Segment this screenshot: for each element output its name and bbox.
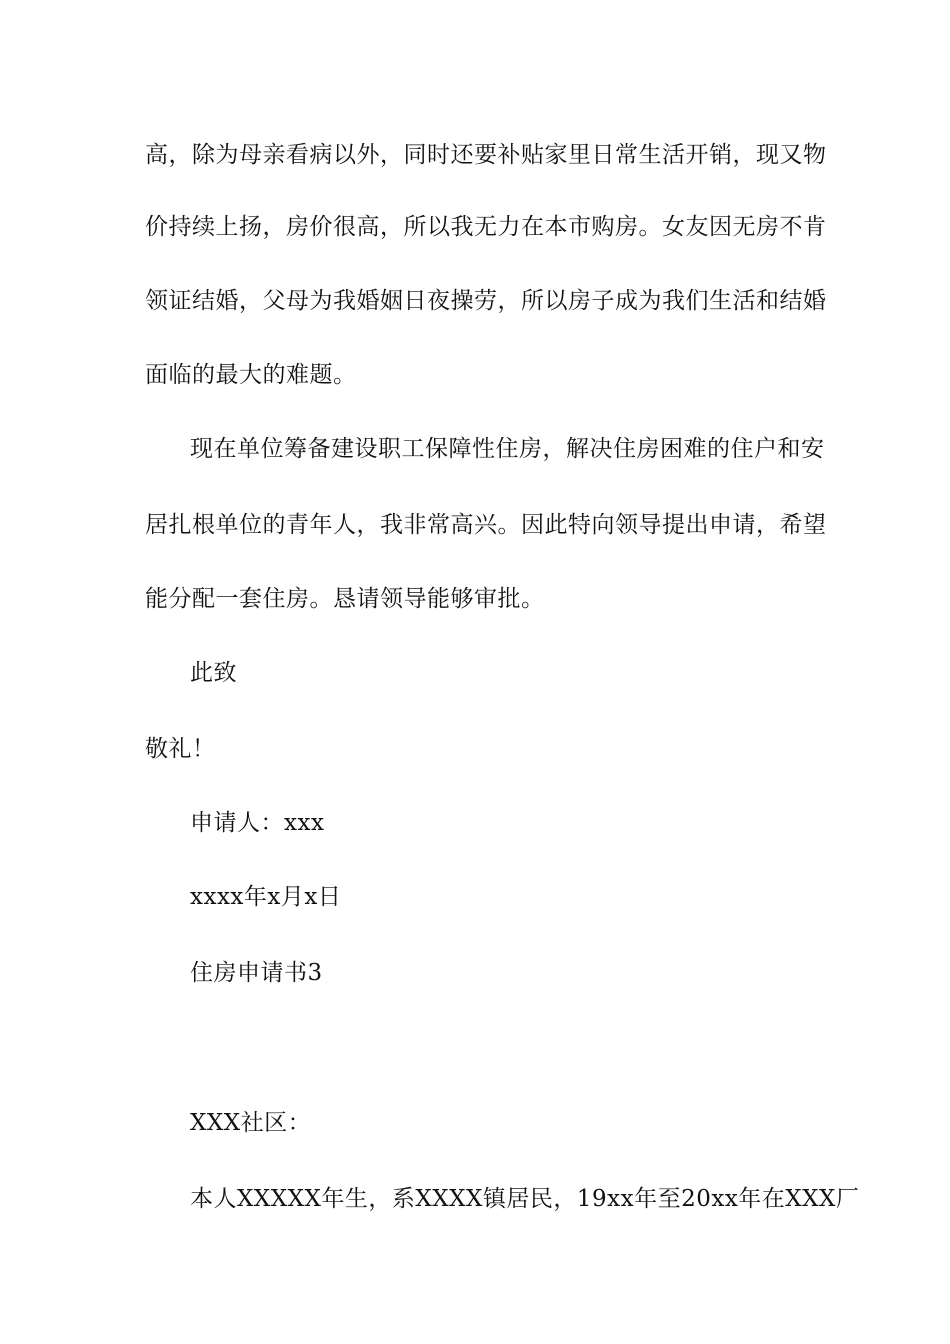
paragraph-line: 本人XXXXX年生，系XXXX镇居民，19xx年至20xx年在XXX厂	[190, 1186, 860, 1212]
applicant-name: 申请人：xxx	[190, 810, 325, 836]
paragraph-line: 能分配一套住房。恳请领导能够审批。	[145, 586, 545, 612]
paragraph-line: 面临的最大的难题。	[145, 362, 357, 388]
closing-regards: 敬礼！	[145, 736, 216, 762]
application-date: xxxx年x月x日	[190, 884, 342, 910]
recipient-greeting: XXX社区：	[190, 1110, 312, 1136]
closing-salutation: 此致	[190, 660, 237, 686]
paragraph-line: 高，除为母亲看病以外，同时还要补贴家里日常生活开销，现又物	[145, 142, 827, 168]
section-title: 住房申请书3	[190, 960, 323, 986]
paragraph-line: 现在单位筹备建设职工保障性住房，解决住房困难的住户和安	[190, 436, 825, 462]
paragraph-line: 价持续上扬，房价很高，所以我无力在本市购房。女友因无房不肯	[145, 214, 827, 240]
paragraph-line: 领证结婚，父母为我婚姻日夜操劳，所以房子成为我们生活和结婚	[145, 288, 827, 314]
paragraph-line: 居扎根单位的青年人，我非常高兴。因此特向领导提出申请，希望	[145, 512, 827, 538]
